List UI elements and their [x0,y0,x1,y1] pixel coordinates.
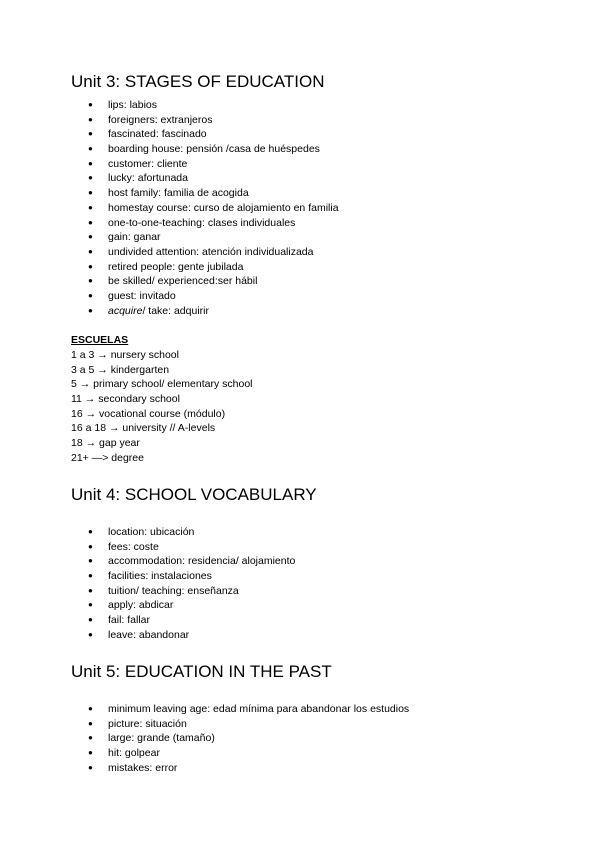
list-item: ● guest: invitado [71,289,571,304]
list-item: ● be skilled/ experienced:ser hábil [71,274,571,289]
schools-lines [71,348,253,466]
school-line: 16 a 18 → university // A-levels [71,422,216,435]
list-item: ● fail: fallar [71,613,571,628]
list-item: ● undivided attention: atención individualizada [71,245,571,260]
unit-4-list [71,525,571,643]
list-item: ● retired people: gente jubilada [71,260,571,275]
school-line: 16 → vocational course (módulo) [71,407,226,420]
list-item [71,304,571,319]
list-item: ● hit: golpear [71,746,571,761]
list-item: ● lips: labios [71,98,571,113]
list-item: ● fascinated: fascinado [71,127,571,142]
unit-5-list [71,702,571,775]
unit-3-list [71,98,571,318]
list-item: ● fees: coste [71,540,571,555]
school-line: 21+ —> degree [71,451,144,464]
school-line: 18 → gap year [71,437,140,450]
list-item-italic: acquire [108,304,143,317]
list-item: ● mistakes: error [71,761,571,776]
unit-4-title: Unit 4: SCHOOL VOCABULARY [71,485,317,504]
list-item: ● picture: situación [71,717,571,732]
list-item: ● accommodation: residencia/ alojamiento [71,554,571,569]
list-item: ● apply: abdicar [71,598,571,613]
school-line: 1 a 3 → nursery school [71,349,179,361]
unit-3-title: Unit 3: STAGES OF EDUCATION [71,72,325,91]
list-item: ● foreigners: extranjeros [71,113,571,128]
list-item: ● boarding house: pensión /casa de huéspedes [71,142,571,157]
list-item: ● one-to-one-teaching: clases individuales [71,216,571,231]
list-item: ● large: grande (tamaño) [71,731,571,746]
list-item: ● homestay course: curso de alojamiento en familia [71,201,571,216]
list-item: ● facilities: instalaciones [71,569,571,584]
school-line: 11 → secondary school [71,393,180,406]
list-item: ● lucky: afortunada [71,171,571,186]
list-item: ● customer: cliente [71,157,571,172]
school-line: 5 → primary school/ elementary school [71,378,253,391]
list-item: ● leave: abandonar [71,628,571,643]
schools-heading: ESCUELAS [71,334,129,346]
list-item: ● tuition/ teaching: enseñanza [71,584,571,599]
list-item: ● gain: ganar [71,230,571,245]
school-line: 3 a 5 → kindergarten [71,363,170,376]
list-item-rest: / take: adquirir [142,304,209,317]
list-item: ● minimum leaving age: edad mínima para abandonar los estudios [71,702,571,717]
unit-5-title: Unit 5: EDUCATION IN THE PAST [71,662,332,681]
list-item: ● location: ubicación [71,525,571,540]
list-item: ● host family: familia de acogida [71,186,571,201]
